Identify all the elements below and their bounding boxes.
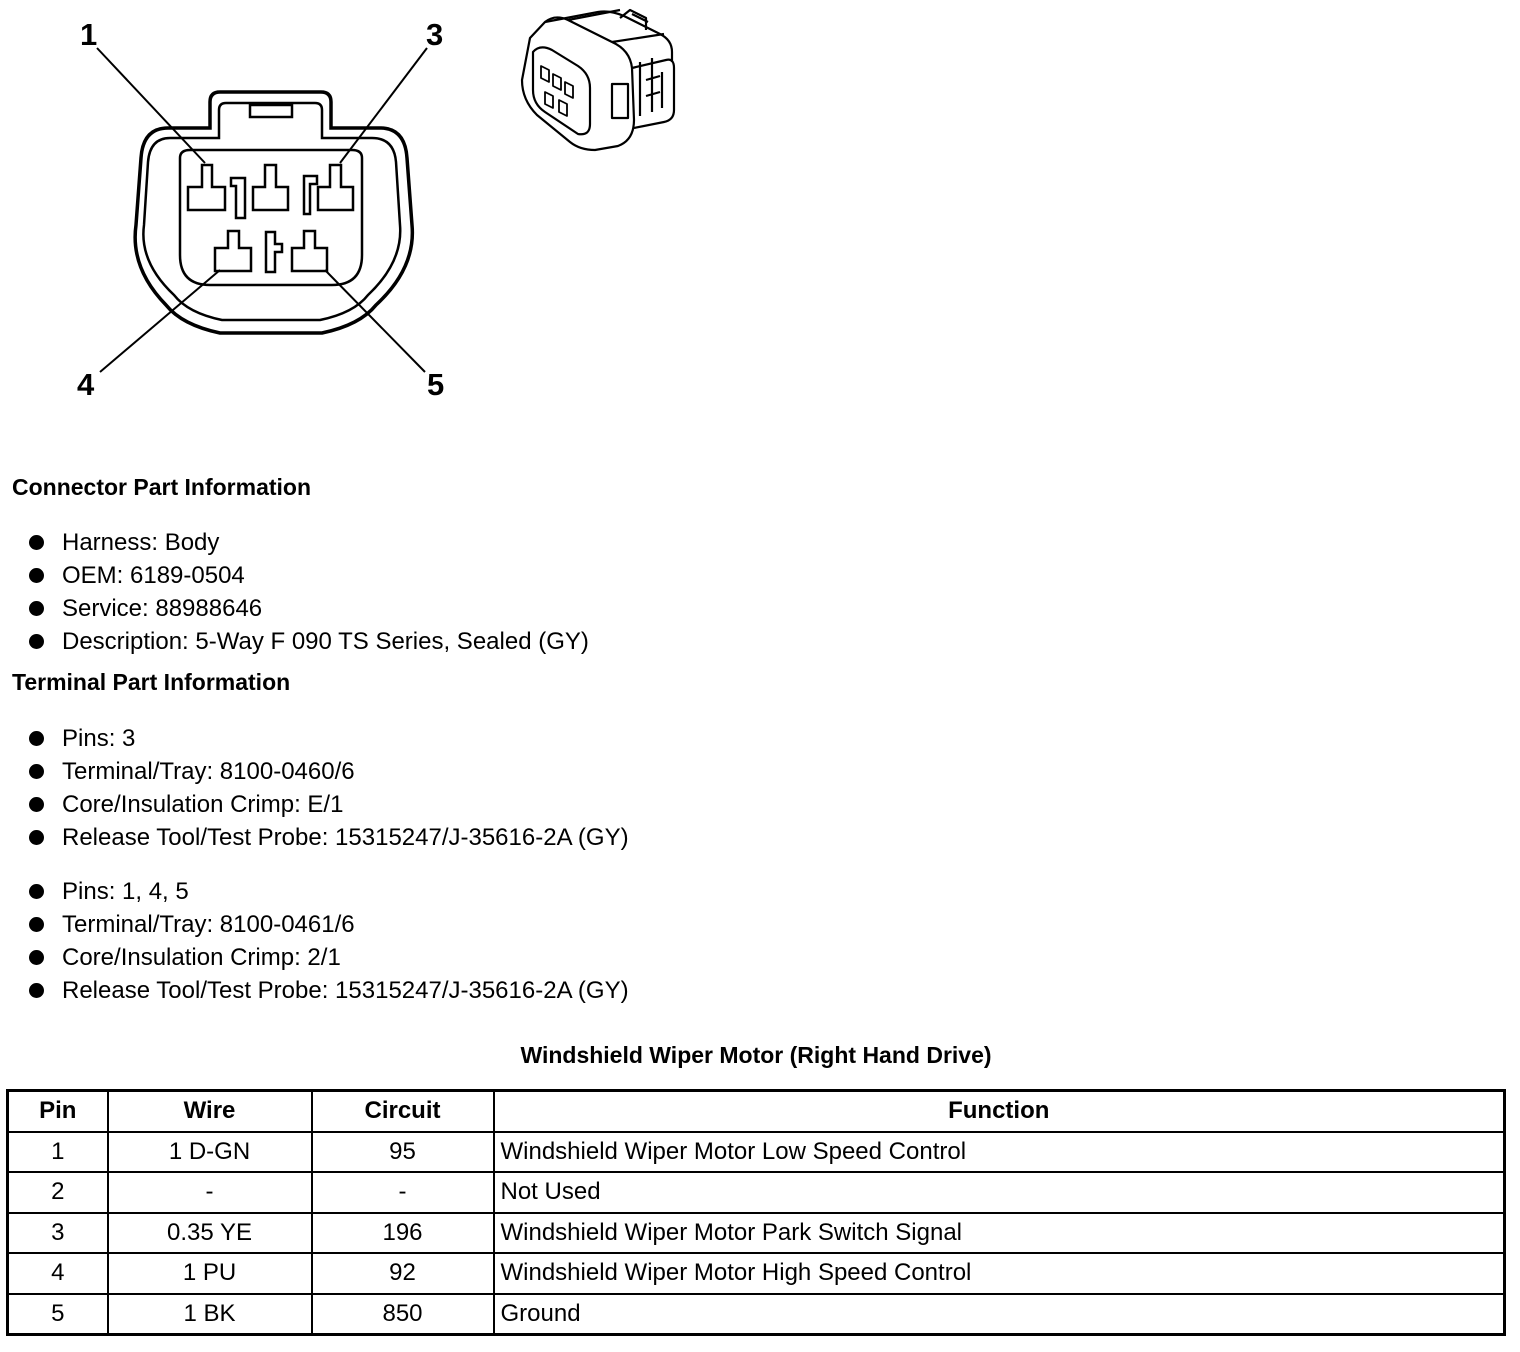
leader-line-4	[100, 270, 220, 372]
terminal-pin-1	[188, 165, 225, 210]
connector-isometric-view	[522, 10, 674, 150]
callout-4: 4	[77, 367, 95, 402]
leader-line-5	[325, 270, 425, 372]
terminal-group-2-list	[28, 875, 629, 1007]
connector-face-view	[135, 92, 412, 333]
lock-slot	[250, 105, 292, 117]
table-header-row	[8, 1091, 1505, 1132]
cell-circuit: -	[312, 1172, 494, 1213]
terminal-part-information-heading: Terminal Part Information	[12, 669, 291, 695]
pin-table-title: Windshield Wiper Motor (Right Hand Drive)	[520, 1042, 992, 1068]
terminal-pin-4	[215, 231, 251, 271]
terminal-pin-2	[253, 165, 288, 210]
cell-wire: 1 PU	[108, 1253, 312, 1294]
list-item: Pins: 1, 4, 5	[28, 875, 629, 908]
callout-5: 5	[427, 367, 445, 402]
list-item: Release Tool/Test Probe: 15315247/J-35616-2A (GY)	[28, 974, 629, 1007]
column-header-function: Function	[494, 1091, 1505, 1132]
column-header-wire: Wire	[108, 1091, 312, 1132]
callout-3: 3	[426, 17, 444, 52]
column-header-pin: Pin	[8, 1091, 108, 1132]
cell-function: Not Used	[494, 1172, 1505, 1213]
table-row	[8, 1172, 1505, 1213]
cell-function: Windshield Wiper Motor High Speed Control	[494, 1253, 1505, 1294]
list-item: Pins: 3	[28, 722, 629, 755]
list-item: OEM: 6189-0504	[28, 559, 589, 592]
terminal-pin-3	[318, 165, 353, 210]
table-row	[8, 1253, 1505, 1294]
cell-circuit: 95	[312, 1132, 494, 1173]
cell-pin: 5	[8, 1294, 108, 1335]
list-item: Terminal/Tray: 8100-0460/6	[28, 755, 629, 788]
list-item: Core/Insulation Crimp: E/1	[28, 788, 629, 821]
table-row	[8, 1132, 1505, 1173]
iso-side-label	[612, 84, 628, 118]
pin-table	[6, 1089, 1506, 1336]
list-item: Description: 5-Way F 090 TS Series, Sealed (GY)	[28, 625, 589, 658]
iso-front-face	[533, 47, 590, 134]
cavity-region	[180, 150, 362, 285]
callout-1: 1	[80, 17, 98, 52]
cell-wire: 1 D-GN	[108, 1132, 312, 1173]
cell-pin: 2	[8, 1172, 108, 1213]
terminal-group-1-list	[28, 722, 629, 854]
cell-pin: 4	[8, 1253, 108, 1294]
terminal-pin-5	[292, 231, 327, 271]
column-header-circuit: Circuit	[312, 1091, 494, 1132]
cavity-separator	[304, 176, 317, 214]
iso-side-ribs	[640, 58, 662, 116]
cell-pin: 3	[8, 1213, 108, 1254]
cell-wire: -	[108, 1172, 312, 1213]
cell-circuit: 92	[312, 1253, 494, 1294]
iso-cavities	[541, 66, 573, 116]
list-item: Core/Insulation Crimp: 2/1	[28, 941, 629, 974]
list-item: Harness: Body	[28, 526, 589, 559]
list-item: Release Tool/Test Probe: 15315247/J-35616-2A (GY)	[28, 821, 629, 854]
cell-function: Ground	[494, 1294, 1505, 1335]
table-row	[8, 1294, 1505, 1335]
list-item: Terminal/Tray: 8100-0461/6	[28, 908, 629, 941]
connector-part-information-list	[28, 526, 589, 658]
cell-circuit: 196	[312, 1213, 494, 1254]
connector-part-information-heading: Connector Part Information	[12, 474, 312, 500]
connector-diagram	[0, 0, 700, 420]
list-item: Service: 88988646	[28, 592, 589, 625]
cavity-separator	[266, 232, 282, 272]
leader-line-3	[340, 48, 427, 163]
table-row	[8, 1213, 1505, 1254]
cavity-separator	[231, 178, 245, 218]
cell-function: Windshield Wiper Motor Park Switch Signal	[494, 1213, 1505, 1254]
cell-pin: 1	[8, 1132, 108, 1173]
cell-circuit: 850	[312, 1294, 494, 1335]
leader-line-1	[97, 48, 205, 163]
cell-wire: 0.35 YE	[108, 1213, 312, 1254]
cell-function: Windshield Wiper Motor Low Speed Control	[494, 1132, 1505, 1173]
cell-wire: 1 BK	[108, 1294, 312, 1335]
